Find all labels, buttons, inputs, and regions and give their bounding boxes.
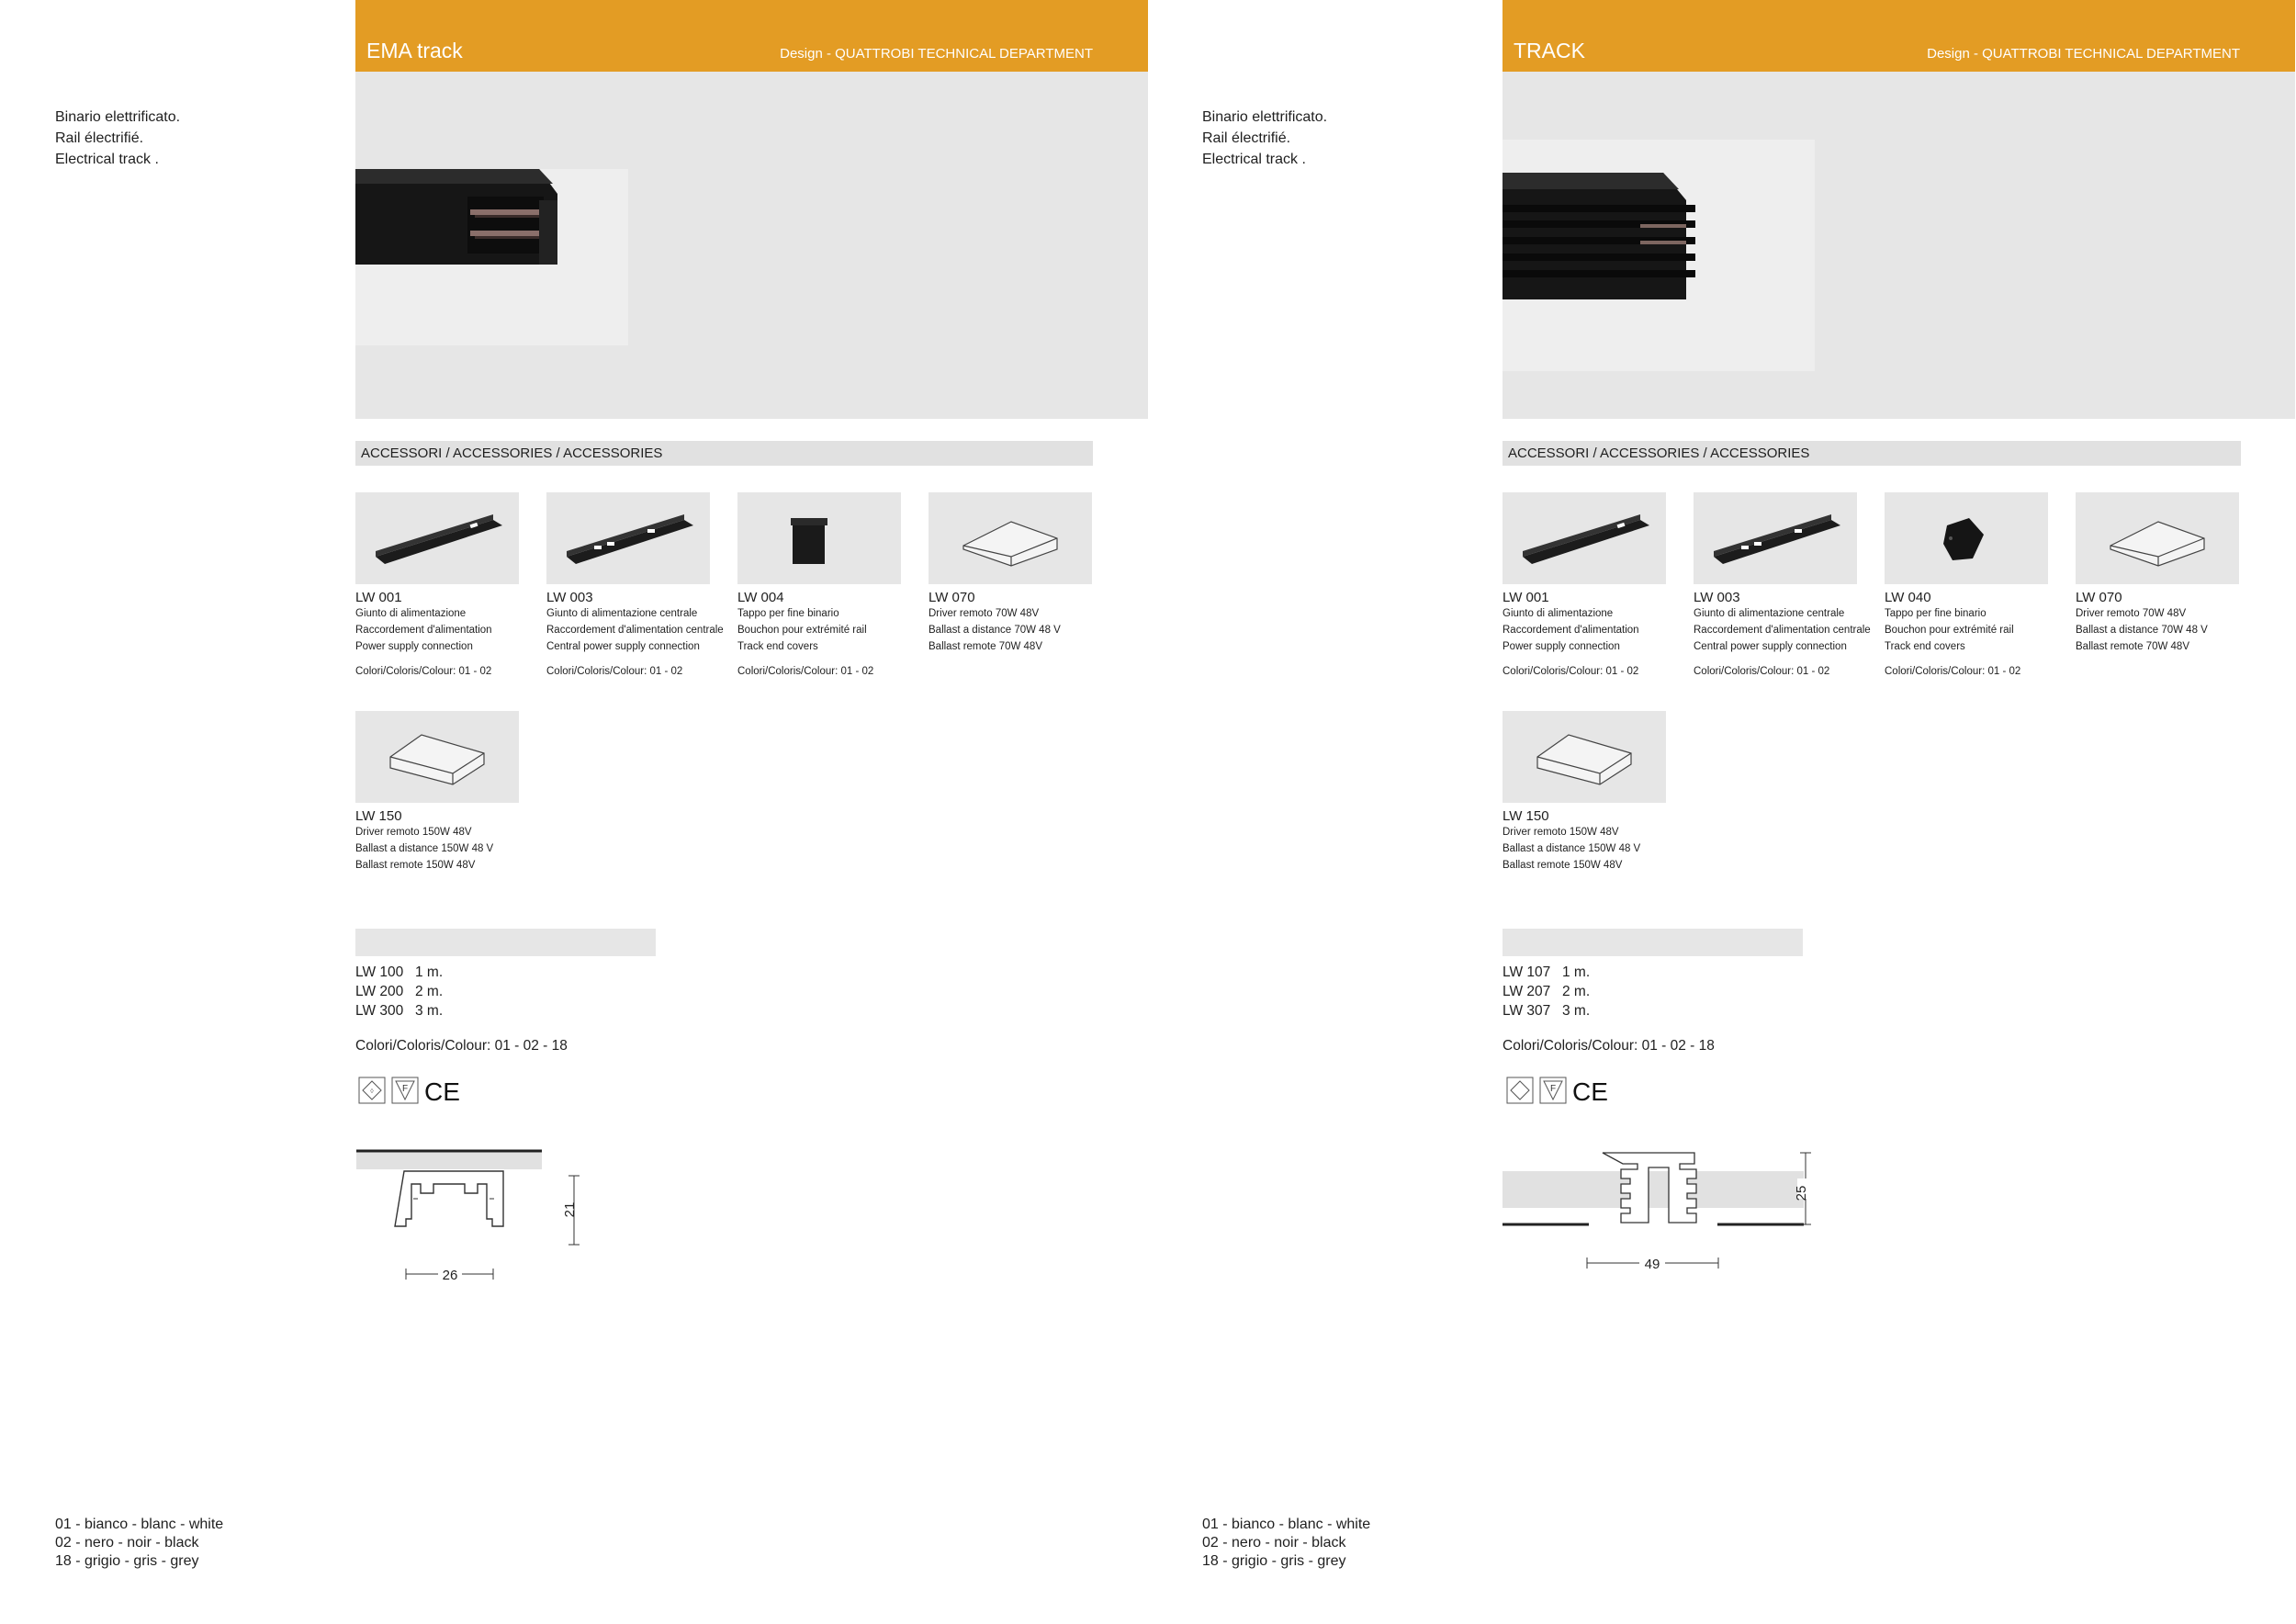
catalog-page-track <box>1148 0 2296 1624</box>
accessory-lw150 <box>1503 711 1668 874</box>
accessory-colours: Colori/Coloris/Colour: 01 - 02 <box>737 666 874 677</box>
description-it: Binario elettrificato. <box>1202 109 1328 125</box>
svg-text:CE: CE <box>1572 1077 1608 1104</box>
accessory-desc-it: Giunto di alimentazione <box>1503 608 1614 619</box>
ce-mark-icon <box>1572 1077 1609 1104</box>
accessory-desc-it: Giunto di alimentazione centrale <box>1694 608 1845 619</box>
accessory-desc-en: Power supply connection <box>355 641 473 652</box>
svg-text:F: F <box>1549 1084 1557 1094</box>
accessory-code: LW 150 <box>355 808 402 824</box>
accessories-heading-label: ACCESSORI / ACCESSORIES / ACCESSORIES <box>1508 445 1810 461</box>
accessory-desc-en: Track end covers <box>1885 641 1965 652</box>
cross-section-drawing <box>1502 1144 1832 1281</box>
accessory-desc-it: Driver remoto 150W 48V <box>355 827 472 838</box>
accessory-desc-en: Power supply connection <box>1503 641 1620 652</box>
dimension-height: 21 <box>562 1201 578 1218</box>
product-header <box>1503 0 2295 72</box>
central-connector-icon <box>546 492 710 584</box>
svg-text:F: F <box>401 1084 409 1094</box>
accessory-desc-fr: Raccordement d'alimentation <box>1503 625 1639 636</box>
accessory-colours: Colori/Coloris/Colour: 01 - 02 <box>1885 666 2021 677</box>
legend-item: 01 - bianco - blanc - white <box>55 1517 224 1532</box>
accessory-desc-fr: Raccordement d'alimentation centrale <box>546 625 724 636</box>
connector-icon <box>1503 492 1666 584</box>
accessory-lw001 <box>355 492 521 677</box>
ema-track-photo <box>355 72 1148 419</box>
accessory-lw040 <box>1885 492 2050 677</box>
accessory-lw150 <box>355 711 521 874</box>
accessory-colours: Colori/Coloris/Colour: 01 - 02 <box>1503 666 1639 677</box>
product-photo <box>1503 72 2295 419</box>
accessory-code: LW 070 <box>929 590 975 605</box>
product-photo <box>355 72 1148 419</box>
accessory-code: LW 001 <box>355 590 402 605</box>
accessory-desc-fr: Ballast a distance 70W 48 V <box>2076 625 2208 636</box>
accessory-desc-it: Giunto di alimentazione centrale <box>546 608 698 619</box>
end-cap-icon <box>737 492 901 584</box>
driver-icon <box>2076 492 2239 584</box>
dimension-height: 25 <box>1794 1185 1809 1201</box>
end-cap-icon <box>1885 492 2048 584</box>
track-colours: Colori/Coloris/Colour: 01 - 02 - 18 <box>1503 1038 1715 1054</box>
accessory-code: LW 004 <box>737 590 784 605</box>
dimension-width: 26 <box>442 1268 458 1283</box>
accessory-desc-fr: Ballast a distance 150W 48 V <box>1503 843 1641 854</box>
product-title: TRACK <box>1514 39 1585 62</box>
length-row: LW 207 2 m. <box>1503 984 1591 999</box>
length-row: LW 300 3 m. <box>355 1003 444 1019</box>
accessory-code: LW 003 <box>1694 590 1740 605</box>
accessory-desc-en: Central power supply connection <box>546 641 700 652</box>
design-credit: Design - QUATTROBI TECHNICAL DEPARTMENT <box>1927 46 2240 62</box>
description-en: Electrical track . <box>55 152 159 167</box>
accessory-lw003 <box>546 492 724 677</box>
length-row: LW 200 2 m. <box>355 984 444 999</box>
accessory-desc-it: Tappo per fine binario <box>737 608 839 619</box>
length-row: LW 100 1 m. <box>355 964 444 980</box>
accessory-desc-it: Driver remoto 150W 48V <box>1503 827 1619 838</box>
fire-rated-icon <box>358 1077 386 1104</box>
f-mark-icon <box>1539 1077 1567 1104</box>
accessory-colours: Colori/Coloris/Colour: 01 - 02 <box>355 666 492 677</box>
description-en: Electrical track . <box>1202 152 1306 167</box>
accessory-desc-fr: Raccordement d'alimentation <box>355 625 492 636</box>
accessory-code: LW 001 <box>1503 590 1549 605</box>
accessory-lw070 <box>2076 492 2241 655</box>
accessory-lw001 <box>1503 492 1668 677</box>
accessory-desc-it: Driver remoto 70W 48V <box>2076 608 2187 619</box>
accessory-colours: Colori/Coloris/Colour: 01 - 02 <box>546 666 683 677</box>
product-description <box>55 107 180 170</box>
design-credit: Design - QUATTROBI TECHNICAL DEPARTMENT <box>780 46 1093 62</box>
accessory-desc-fr: Raccordement d'alimentation centrale <box>1694 625 1871 636</box>
accessory-desc-en: Ballast remote 70W 48V <box>929 641 1043 652</box>
accessory-colours: Colori/Coloris/Colour: 01 - 02 <box>1694 666 1830 677</box>
legend-item: 18 - grigio - gris - grey <box>55 1553 199 1569</box>
dimension-width: 49 <box>1644 1257 1660 1272</box>
cross-section-drawing <box>354 1144 592 1291</box>
accessories-heading <box>355 441 1093 466</box>
product-title: EMA track <box>366 39 463 62</box>
length-row: LW 107 1 m. <box>1503 964 1591 980</box>
accessories-heading-label: ACCESSORI / ACCESSORIES / ACCESSORIES <box>361 445 663 461</box>
product-header <box>355 0 1148 72</box>
accessory-lw070 <box>929 492 1094 655</box>
track-photo <box>1503 72 2295 419</box>
accessory-code: LW 040 <box>1885 590 1931 605</box>
driver-icon <box>355 711 519 803</box>
legend-item: 18 - grigio - gris - grey <box>1202 1553 1346 1569</box>
accessories-heading <box>1503 441 2241 466</box>
accessory-lw004 <box>737 492 903 677</box>
f-mark-icon <box>391 1077 419 1104</box>
accessory-desc-it: Giunto di alimentazione <box>355 608 467 619</box>
lengths-heading <box>1503 929 1803 956</box>
accessory-lw003 <box>1694 492 1871 677</box>
track-colours: Colori/Coloris/Colour: 01 - 02 - 18 <box>355 1038 568 1054</box>
track-lengths <box>1503 963 1590 1021</box>
driver-icon <box>929 492 1092 584</box>
accessory-desc-en: Ballast remote 70W 48V <box>2076 641 2190 652</box>
ce-mark-icon <box>424 1077 461 1104</box>
accessory-desc-fr: Ballast a distance 70W 48 V <box>929 625 1061 636</box>
product-description <box>1202 107 1327 170</box>
legend-item: 02 - nero - noir - black <box>1202 1535 1346 1551</box>
accessory-desc-fr: Bouchon pour extrémité rail <box>1885 625 2014 636</box>
accessory-desc-en: Ballast remote 150W 48V <box>355 860 476 871</box>
driver-icon <box>1503 711 1666 803</box>
length-row: LW 307 3 m. <box>1503 1003 1591 1019</box>
accessory-desc-en: Track end covers <box>737 641 818 652</box>
description-it: Binario elettrificato. <box>55 109 181 125</box>
svg-text:◊: ◊ <box>370 1088 374 1095</box>
lengths-heading <box>355 929 656 956</box>
legend-item: 01 - bianco - blanc - white <box>1202 1517 1371 1532</box>
description-fr: Rail électrifié. <box>1202 130 1291 146</box>
accessory-desc-fr: Ballast a distance 150W 48 V <box>355 843 494 854</box>
legend-item: 02 - nero - noir - black <box>55 1535 199 1551</box>
accessory-code: LW 003 <box>546 590 593 605</box>
accessory-code: LW 150 <box>1503 808 1549 824</box>
fire-rated-icon <box>1506 1077 1534 1104</box>
accessory-desc-it: Driver remoto 70W 48V <box>929 608 1040 619</box>
colour-legend <box>55 1516 223 1571</box>
connector-icon <box>355 492 519 584</box>
accessory-desc-en: Ballast remote 150W 48V <box>1503 860 1623 871</box>
accessory-desc-it: Tappo per fine binario <box>1885 608 1986 619</box>
central-connector-icon <box>1694 492 1857 584</box>
colour-legend <box>1202 1516 1370 1571</box>
accessory-desc-fr: Bouchon pour extrémité rail <box>737 625 867 636</box>
svg-text:CE: CE <box>424 1077 460 1104</box>
track-lengths <box>355 963 443 1021</box>
description-fr: Rail électrifié. <box>55 130 144 146</box>
accessory-code: LW 070 <box>2076 590 2122 605</box>
accessory-desc-en: Central power supply connection <box>1694 641 1847 652</box>
